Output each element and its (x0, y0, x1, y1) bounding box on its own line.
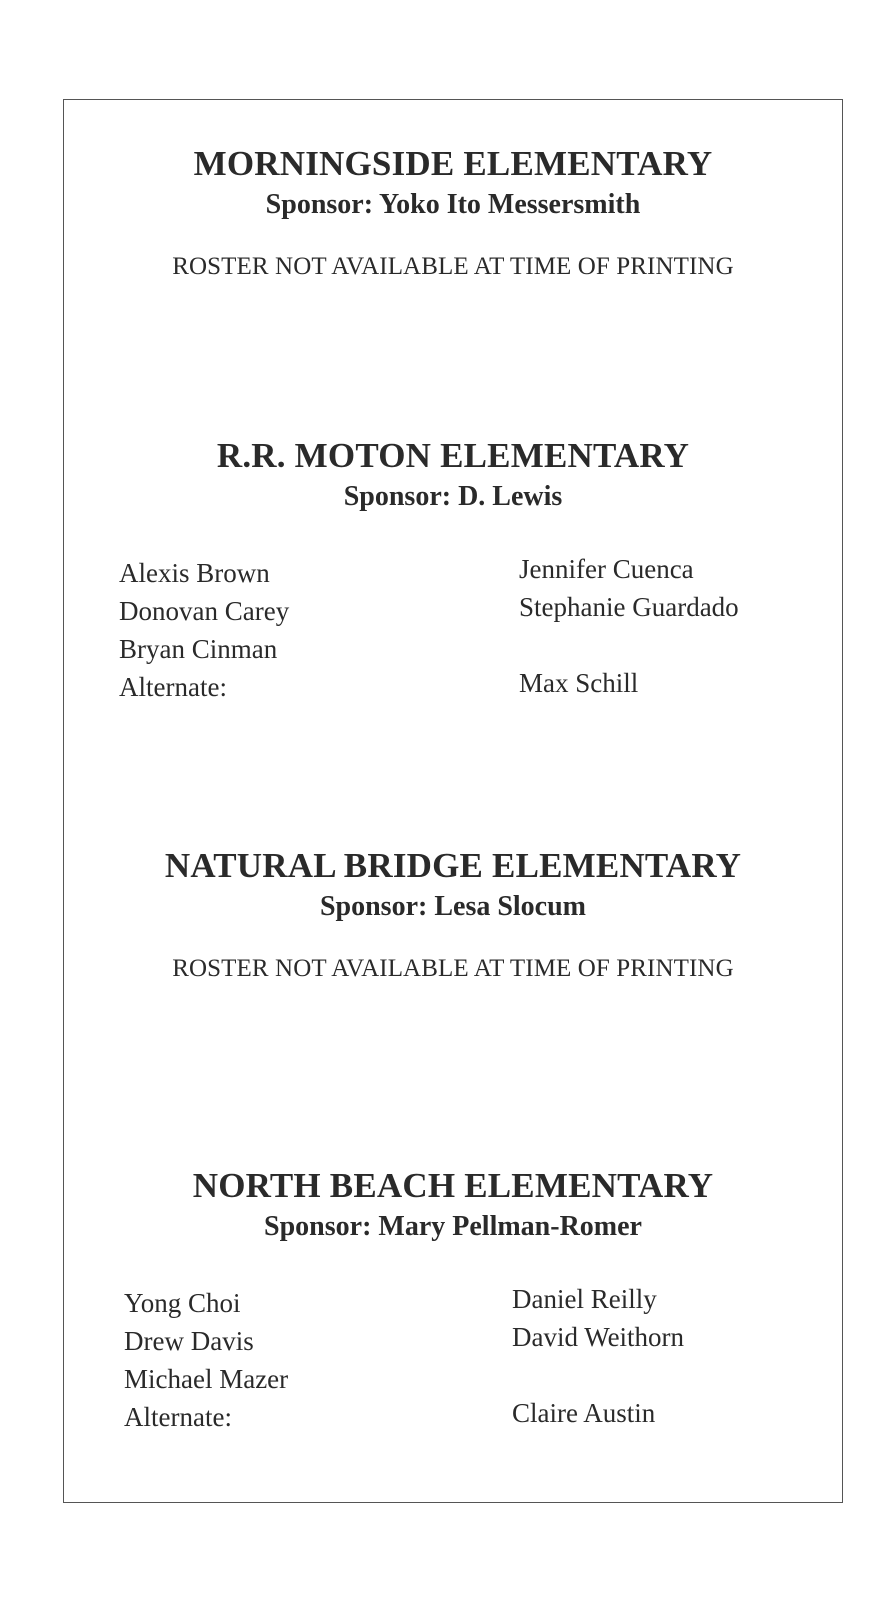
roster-notice: ROSTER NOT AVAILABLE AT TIME OF PRINTING (172, 955, 734, 982)
school-section-natural-bridge (64, 846, 842, 984)
roster-name: Bryan Cinman (119, 634, 278, 664)
roster-list (64, 554, 842, 714)
sponsor-line: Sponsor: Yoko Ito Messersmith (265, 189, 641, 220)
sponsor-line: Sponsor: D. Lewis (343, 481, 563, 512)
alternate-label: Alternate: (124, 1402, 232, 1432)
roster-left-column (119, 554, 289, 706)
school-name: NATURAL BRIDGE ELEMENTARY (164, 846, 742, 885)
roster-name: Drew Davis (124, 1326, 254, 1356)
sponsor-line: Sponsor: Mary Pellman-Romer (264, 1211, 642, 1242)
roster-name: David Weithorn (512, 1322, 685, 1352)
roster-left-column (124, 1284, 288, 1436)
roster-name: Daniel Reilly (512, 1284, 657, 1314)
alternate-name: Claire Austin (512, 1398, 656, 1428)
school-section-north-beach (64, 1166, 842, 1444)
roster-name: Alexis Brown (119, 558, 270, 588)
roster-notice: ROSTER NOT AVAILABLE AT TIME OF PRINTING (172, 253, 734, 280)
sponsor-line: Sponsor: Lesa Slocum (319, 891, 587, 922)
roster-name: Michael Mazer (124, 1364, 289, 1394)
page-frame (63, 99, 843, 1503)
school-section-rr-moton (64, 436, 842, 714)
school-section-morningside (64, 144, 842, 282)
roster-list (64, 1284, 842, 1444)
roster-right-column (512, 1280, 684, 1432)
roster-right-column (519, 550, 739, 702)
roster-name: Stephanie Guardado (519, 592, 739, 622)
alternate-label: Alternate: (119, 672, 227, 702)
roster-name: Yong Choi (124, 1288, 241, 1318)
school-name: MORNINGSIDE ELEMENTARY (193, 144, 713, 183)
roster-name: Donovan Carey (119, 596, 290, 626)
school-name: NORTH BEACH ELEMENTARY (192, 1166, 714, 1205)
roster-name: Jennifer Cuenca (519, 554, 694, 584)
school-name: R.R. MOTON ELEMENTARY (216, 436, 690, 475)
alternate-name: Max Schill (519, 668, 639, 698)
